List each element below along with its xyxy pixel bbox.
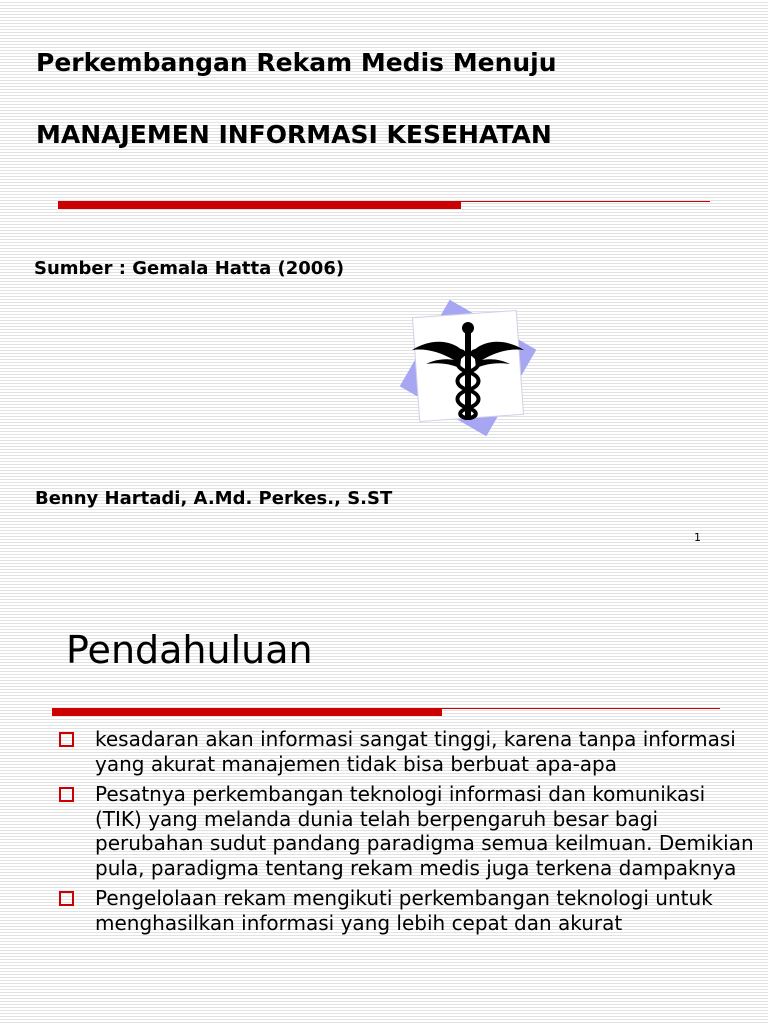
slide-title-line-1: Perkembangan Rekam Medis Menuju: [36, 48, 557, 77]
source-citation: Sumber : Gemala Hatta (2006): [34, 258, 345, 279]
hollow-square-bullet-icon: [59, 891, 74, 906]
hollow-square-bullet-icon: [59, 787, 74, 802]
bullet-text: Pengelolaan rekam mengikuti perkembangan teknologi untuk menghasilkan informasi yang lebih cepat dan akurat: [95, 886, 713, 935]
list-item: [56, 886, 756, 935]
bullet-list: [56, 727, 756, 941]
title-rule-thick: [58, 201, 461, 209]
section-heading: Pendahuluan: [66, 628, 313, 672]
author-name: Benny Hartadi, A.Md. Perkes., S.ST: [35, 488, 393, 509]
list-item: [56, 727, 756, 776]
bullet-text: kesadaran akan informasi sangat tinggi, karena tanpa informasi yang akurat manajemen tidak bisa berbuat apa-apa: [95, 727, 736, 776]
title-rule-thin: [461, 201, 710, 202]
heading-rule-thick: [52, 708, 442, 716]
heading-rule-thin: [442, 708, 720, 709]
page-number: 1: [694, 531, 701, 544]
slide-title-line-2: MANAJEMEN INFORMASI KESEHATAN: [36, 120, 552, 149]
hollow-square-bullet-icon: [59, 732, 74, 747]
bullet-text: Pesatnya perkembangan teknologi informasi dan komunikasi (TIK) yang melanda dunia telah berpengaruh besar bagi perubahan sudut pandang paradigma semua keilmuan. Demikian pula, paradigma tentang rekam medis juga terkena dampaknya: [95, 782, 754, 880]
caduceus-icon: [388, 288, 548, 448]
list-item: [56, 782, 756, 880]
